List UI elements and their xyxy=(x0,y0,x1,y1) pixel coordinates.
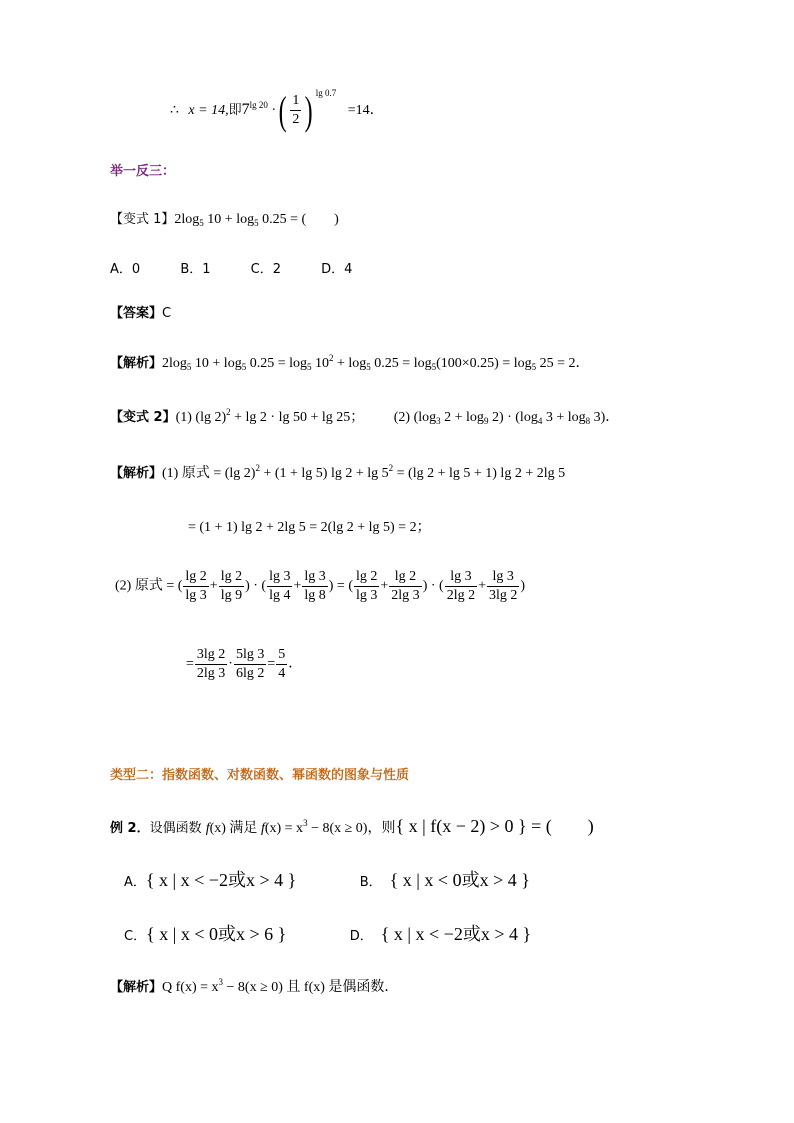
option-a: A． xyxy=(124,875,146,890)
option-d: D． xyxy=(349,929,373,944)
option-b: B． xyxy=(359,875,382,890)
variant-1-options xyxy=(110,258,352,277)
option-d: D．4 xyxy=(321,262,353,277)
solution-2-part-1: 【解析】(1) 原式 = (lg 2)$^2$ + (1 + lg 5) $\lg 2 + \lg 5^2 = (\lg$ 2 + lg 5 + 1) lg 2 + 2lg 5 xyxy=(110,463,566,481)
variant-1-question: 【变式 1】$2\log_5$ $10 + \log_5 0.25$ = ( ) xyxy=(110,212,339,228)
option-b: B．1 xyxy=(180,262,211,277)
option-c: C．2 xyxy=(250,262,282,277)
section-heading-type-2: 类型二：指数函数、对数函数、幂函数的图象与性质 xyxy=(110,768,410,783)
option-a: A．0 xyxy=(110,262,141,277)
therefore-symbol: ∴ xyxy=(170,103,179,118)
example-2-options-row-2: C．{ x | x < 0或x > 6 } D． { x | x < −2或x > 4 } xyxy=(124,924,532,944)
solution-2-part-1-cont: = (1 + 1) lg 2 + 2lg 5 = 2(lg 2 + lg 5) = 2； xyxy=(188,520,431,535)
example-2-question: 例 2．设偶函数 f(x) 满足 $f(x) = x^3 - 8(x \ge 0)$，则{ x | f(x − 2) > 0 } = ( ) xyxy=(110,816,594,836)
solution-2-part-2-result: = $\frac{3\lg 2}{2\lg 3}$ · $\frac{5\lg 3}{6\lg 2}$ = $\frac{5}{4}$ ． xyxy=(186,647,303,681)
solution-1: 【解析】$2\log_5$ $10 + \log_5 0.25 = \log_5 10^2 + \log_5 0.25 = \log_5(100\times 0.25) = \log_5 25 = 2$． xyxy=(110,353,590,372)
result-line: ∴ x = 14,即$7^{lg 20}$ ·( $\frac{1}{2}$ ) $^{lg 0.7}$ =14． xyxy=(170,87,384,133)
option-c: C． xyxy=(124,929,147,944)
solution-3: 【解析】Q $f(x) = x^3 - 8(x \ge 0)$ 且 f(x) 是偶函数． xyxy=(110,977,399,995)
variant-2-question: 【变式 2】(1) (lg 2)$^2$ + lg 2 · lg 50 + lg 25； (2) ($\log_3$ $2 + \log_9 2) \cdot (\log_4$ $3 + \log_8 3$)． xyxy=(110,407,620,426)
example-2-options-row-1: A．{ x | x < −2或x > 4 } B． { x | x < 0或x > 4 } xyxy=(124,870,530,890)
fraction-half: $\frac{1}{2}$ xyxy=(292,93,300,128)
section-heading-practice: 举一反三： xyxy=(110,164,176,179)
solution-2-part-2: (2) 原式 = ( $\frac{\lg 2}{\lg 3}$ + $\frac{\lg 2}{\lg 9}$ ) · ( $\frac{\lg 3}{\lg 4}$ + $\frac{\lg 3}{\lg 8}$ ) = ( $\frac{\lg 2}{\lg 3}$ + $\frac{\lg 2}{2\lg 3}$ ) · ( $\frac{\lg 3}{2\lg 2}$ + $\frac{\lg 3}{3\lg 2}$ ) xyxy=(115,569,526,603)
answer-line: 【答案】C xyxy=(110,306,172,321)
